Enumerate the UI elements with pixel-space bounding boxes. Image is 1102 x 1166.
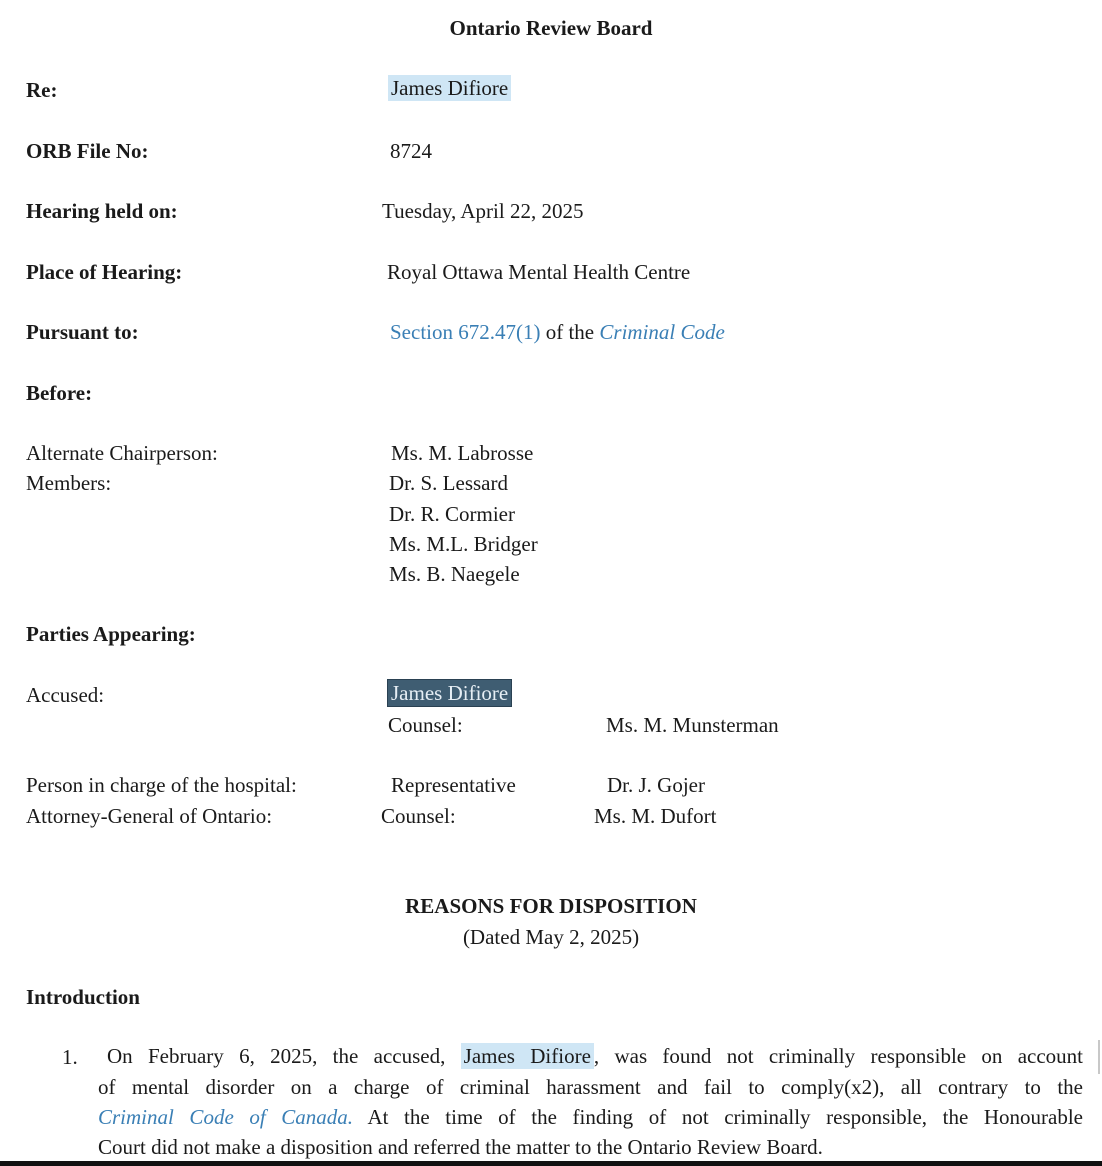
section-link[interactable]: Section 672.47(1): [390, 320, 541, 344]
accused-label: Accused:: [26, 683, 105, 707]
accused-name-highlight[interactable]: James Difiore: [461, 1043, 594, 1069]
attorney-general-label: Attorney-General of Ontario:: [26, 804, 273, 828]
pursuant-value: [390, 320, 725, 345]
attorney-general-name: Ms. M. Dufort: [594, 804, 717, 828]
paragraph-line-4: Court did not make a disposition and referred the matter to the Ontario Review Board.: [98, 1135, 823, 1159]
board-member-name: Ms. M. Labrosse: [391, 441, 534, 465]
attorney-general-role: Counsel:: [381, 804, 456, 828]
paragraph-line-2: of mental disorder on a charge of criminal harassment and fail to comply(x2), all contrary to the: [98, 1075, 1083, 1099]
pursuant-mid-text: of the: [540, 320, 600, 344]
bottom-border: [0, 1161, 1102, 1166]
accused-counsel-name: Ms. M. Munsterman: [606, 713, 779, 737]
line-1-text-a: On February 6, 2025, the accused,: [107, 1044, 461, 1068]
file-no-label: ORB File No:: [26, 139, 149, 163]
reasons-title: REASONS FOR DISPOSITION: [405, 894, 697, 918]
members-label: Members:: [26, 471, 112, 495]
board-member-name: Dr. R. Cormier: [389, 502, 515, 526]
accused-name-selected[interactable]: James Difiore: [387, 679, 512, 707]
accused-value: [387, 681, 512, 706]
board-member-name: Ms. M.L. Bridger: [389, 532, 538, 556]
place-value: Royal Ottawa Mental Health Centre: [387, 260, 691, 284]
paragraph-line-1: [107, 1041, 1083, 1071]
hearing-date-value: Tuesday, April 22, 2025: [382, 199, 584, 223]
before-heading: Before:: [26, 381, 93, 405]
hospital-label: Person in charge of the hospital:: [26, 773, 297, 797]
criminal-code-link[interactable]: Criminal Code: [599, 320, 725, 344]
line-1-text-b: , was found not criminally responsible on account: [593, 1044, 1083, 1068]
document-title: Ontario Review Board: [449, 16, 653, 40]
chairperson-label: Alternate Chairperson:: [26, 441, 218, 465]
introduction-heading: Introduction: [26, 985, 140, 1009]
line-3-text-b: At the time of the finding of not criminally responsible, the Honourable: [353, 1105, 1083, 1129]
hospital-role: Representative: [391, 773, 516, 797]
file-no-value: 8724: [390, 139, 432, 163]
hearing-date-label: Hearing held on:: [26, 199, 178, 223]
parties-heading: Parties Appearing:: [26, 622, 196, 646]
accused-counsel-label: Counsel:: [388, 713, 463, 737]
scrollbar-indicator[interactable]: [1098, 1040, 1100, 1074]
board-member-name: Ms. B. Naegele: [389, 562, 520, 586]
accused-name-highlight[interactable]: James Difiore: [388, 75, 511, 101]
criminal-code-canada-link[interactable]: Criminal Code of Canada.: [98, 1105, 354, 1129]
paragraph-number: 1.: [62, 1045, 78, 1069]
paragraph-line-3: [98, 1102, 1083, 1132]
place-label: Place of Hearing:: [26, 260, 183, 284]
reasons-dated: (Dated May 2, 2025): [462, 925, 640, 949]
re-label: Re:: [26, 78, 58, 102]
hospital-name: Dr. J. Gojer: [607, 773, 705, 797]
pursuant-label: Pursuant to:: [26, 320, 139, 344]
re-value: [388, 76, 511, 101]
board-member-name: Dr. S. Lessard: [389, 471, 508, 495]
